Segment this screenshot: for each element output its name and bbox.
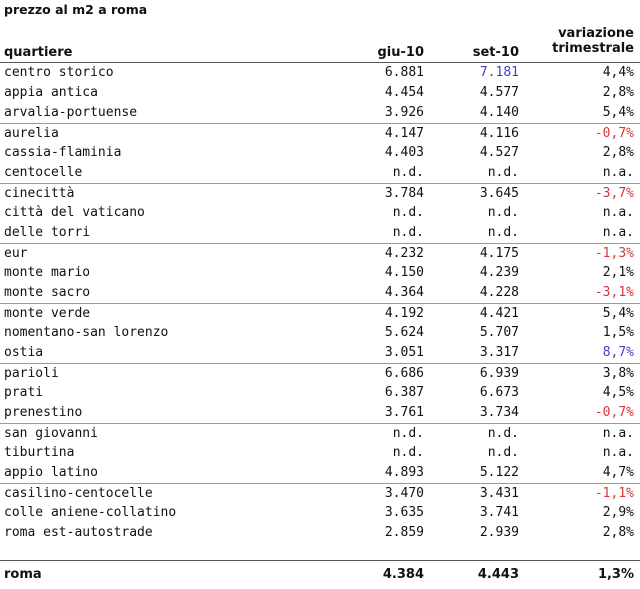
row-variazione: 4,7% bbox=[602, 465, 634, 480]
row-set: 3.741 bbox=[479, 505, 519, 520]
row-name: tiburtina bbox=[4, 445, 75, 460]
row-set: 4.228 bbox=[479, 285, 519, 300]
row-variazione: -3,7% bbox=[594, 186, 634, 201]
row-variazione: -1,1% bbox=[594, 486, 634, 501]
table-row bbox=[0, 383, 640, 403]
row-giu: 4.403 bbox=[384, 145, 424, 160]
row-variazione: 2,8% bbox=[602, 145, 634, 160]
row-variazione: -1,3% bbox=[594, 246, 634, 261]
row-name: centocelle bbox=[4, 165, 83, 180]
row-set: 4.577 bbox=[479, 85, 519, 100]
row-variazione: 2,9% bbox=[602, 505, 634, 520]
table-row bbox=[0, 283, 640, 303]
row-giu: 3.784 bbox=[384, 186, 424, 201]
header-set: set-10 bbox=[472, 45, 519, 60]
row-variazione: n.a. bbox=[602, 165, 634, 180]
row-name: delle torri bbox=[4, 225, 91, 240]
row-set: 4.140 bbox=[479, 105, 519, 120]
row-set: n.d. bbox=[487, 165, 519, 180]
table-row bbox=[0, 143, 640, 163]
row-name: colle aniene-collatino bbox=[4, 505, 177, 520]
page-title: prezzo al m2 a roma bbox=[4, 2, 148, 17]
table-row bbox=[0, 83, 640, 103]
row-name: roma est-autostrade bbox=[4, 525, 153, 540]
table-row bbox=[0, 403, 640, 423]
row-name: prenestino bbox=[4, 405, 83, 420]
table-row bbox=[0, 323, 640, 343]
row-variazione: 8,7% bbox=[602, 345, 634, 360]
total-variazione: 1,3% bbox=[597, 567, 634, 582]
row-variazione: 1,5% bbox=[602, 325, 634, 340]
row-giu: 4.232 bbox=[384, 246, 424, 261]
row-giu: n.d. bbox=[392, 205, 424, 220]
table-row bbox=[0, 103, 640, 123]
row-giu: n.d. bbox=[392, 225, 424, 240]
row-variazione: -0,7% bbox=[594, 126, 634, 141]
table-row bbox=[0, 203, 640, 223]
row-giu: 4.364 bbox=[384, 285, 424, 300]
row-giu: 4.150 bbox=[384, 265, 424, 280]
row-name: città del vaticano bbox=[4, 205, 145, 220]
row-set: 2.939 bbox=[479, 525, 519, 540]
row-name: arvalia-portuense bbox=[4, 105, 138, 120]
table-row bbox=[0, 223, 640, 243]
table-row bbox=[0, 63, 640, 83]
row-giu: 4.147 bbox=[384, 126, 424, 141]
row-name: prati bbox=[4, 385, 44, 400]
row-giu: n.d. bbox=[392, 165, 424, 180]
row-variazione: 2,8% bbox=[602, 525, 634, 540]
row-set: 6.673 bbox=[479, 385, 519, 400]
row-variazione: -3,1% bbox=[594, 285, 634, 300]
row-name: appio latino bbox=[4, 465, 98, 480]
row-set: 4.527 bbox=[479, 145, 519, 160]
row-name: cassia-flaminia bbox=[4, 145, 122, 160]
row-giu: 6.686 bbox=[384, 366, 424, 381]
total-row bbox=[0, 560, 640, 585]
row-giu: 6.881 bbox=[384, 65, 424, 80]
row-name: monte mario bbox=[4, 265, 91, 280]
row-name: eur bbox=[4, 246, 28, 261]
row-variazione: 2,8% bbox=[602, 85, 634, 100]
row-giu: 4.192 bbox=[384, 306, 424, 321]
row-name: appia antica bbox=[4, 85, 98, 100]
row-variazione: n.a. bbox=[602, 205, 634, 220]
row-name: parioli bbox=[4, 366, 59, 381]
table-row bbox=[0, 163, 640, 183]
table-row bbox=[0, 303, 640, 323]
row-set: n.d. bbox=[487, 205, 519, 220]
row-name: nomentano-san lorenzo bbox=[4, 325, 169, 340]
row-name: casilino-centocelle bbox=[4, 486, 153, 501]
row-giu: 6.387 bbox=[384, 385, 424, 400]
row-set: 7.181 bbox=[479, 65, 519, 80]
row-variazione: n.a. bbox=[602, 426, 634, 441]
header-variazione-line1: variazione bbox=[558, 26, 634, 41]
row-variazione: 5,4% bbox=[602, 306, 634, 321]
table-body bbox=[0, 63, 640, 543]
table-row bbox=[0, 463, 640, 483]
row-giu: 3.761 bbox=[384, 405, 424, 420]
row-set: 3.645 bbox=[479, 186, 519, 201]
row-variazione: n.a. bbox=[602, 225, 634, 240]
table-row bbox=[0, 423, 640, 443]
table-row bbox=[0, 483, 640, 503]
row-name: monte sacro bbox=[4, 285, 91, 300]
row-giu: 3.051 bbox=[384, 345, 424, 360]
row-variazione: 4,5% bbox=[602, 385, 634, 400]
row-set: 5.122 bbox=[479, 465, 519, 480]
row-set: n.d. bbox=[487, 445, 519, 460]
row-set: n.d. bbox=[487, 225, 519, 240]
table-row bbox=[0, 443, 640, 463]
row-variazione: n.a. bbox=[602, 445, 634, 460]
row-set: 4.421 bbox=[479, 306, 519, 321]
table-row bbox=[0, 183, 640, 203]
table-row bbox=[0, 523, 640, 543]
row-variazione: 4,4% bbox=[602, 65, 634, 80]
header-variazione bbox=[514, 26, 634, 56]
row-set: 3.317 bbox=[479, 345, 519, 360]
row-name: san giovanni bbox=[4, 426, 98, 441]
row-giu: 3.470 bbox=[384, 486, 424, 501]
row-set: 3.431 bbox=[479, 486, 519, 501]
row-giu: n.d. bbox=[392, 445, 424, 460]
row-set: 4.116 bbox=[479, 126, 519, 141]
header-variazione-line2: trimestrale bbox=[552, 41, 634, 56]
table-row bbox=[0, 263, 640, 283]
header-giu: giu-10 bbox=[377, 45, 424, 60]
row-set: 5.707 bbox=[479, 325, 519, 340]
table-row bbox=[0, 363, 640, 383]
header-quartiere: quartiere bbox=[4, 45, 73, 60]
row-variazione: -0,7% bbox=[594, 405, 634, 420]
row-giu: 4.454 bbox=[384, 85, 424, 100]
total-name: roma bbox=[4, 567, 42, 582]
row-set: 4.175 bbox=[479, 246, 519, 261]
row-set: 6.939 bbox=[479, 366, 519, 381]
row-giu: 3.926 bbox=[384, 105, 424, 120]
row-giu: 3.635 bbox=[384, 505, 424, 520]
table-row bbox=[0, 243, 640, 263]
row-giu: 2.859 bbox=[384, 525, 424, 540]
row-giu: n.d. bbox=[392, 426, 424, 441]
row-variazione: 2,1% bbox=[602, 265, 634, 280]
table-row bbox=[0, 503, 640, 523]
row-giu: 4.893 bbox=[384, 465, 424, 480]
row-name: cinecittà bbox=[4, 186, 75, 201]
row-name: aurelia bbox=[4, 126, 59, 141]
table-header bbox=[0, 24, 640, 63]
row-set: 4.239 bbox=[479, 265, 519, 280]
total-set: 4.443 bbox=[477, 567, 519, 582]
row-set: 3.734 bbox=[479, 405, 519, 420]
table-row bbox=[0, 343, 640, 363]
row-name: monte verde bbox=[4, 306, 91, 321]
row-name: ostia bbox=[4, 345, 44, 360]
row-variazione: 3,8% bbox=[602, 366, 634, 381]
table-row bbox=[0, 123, 640, 143]
total-giu: 4.384 bbox=[382, 567, 424, 582]
row-variazione: 5,4% bbox=[602, 105, 634, 120]
row-set: n.d. bbox=[487, 426, 519, 441]
row-giu: 5.624 bbox=[384, 325, 424, 340]
row-name: centro storico bbox=[4, 65, 114, 80]
